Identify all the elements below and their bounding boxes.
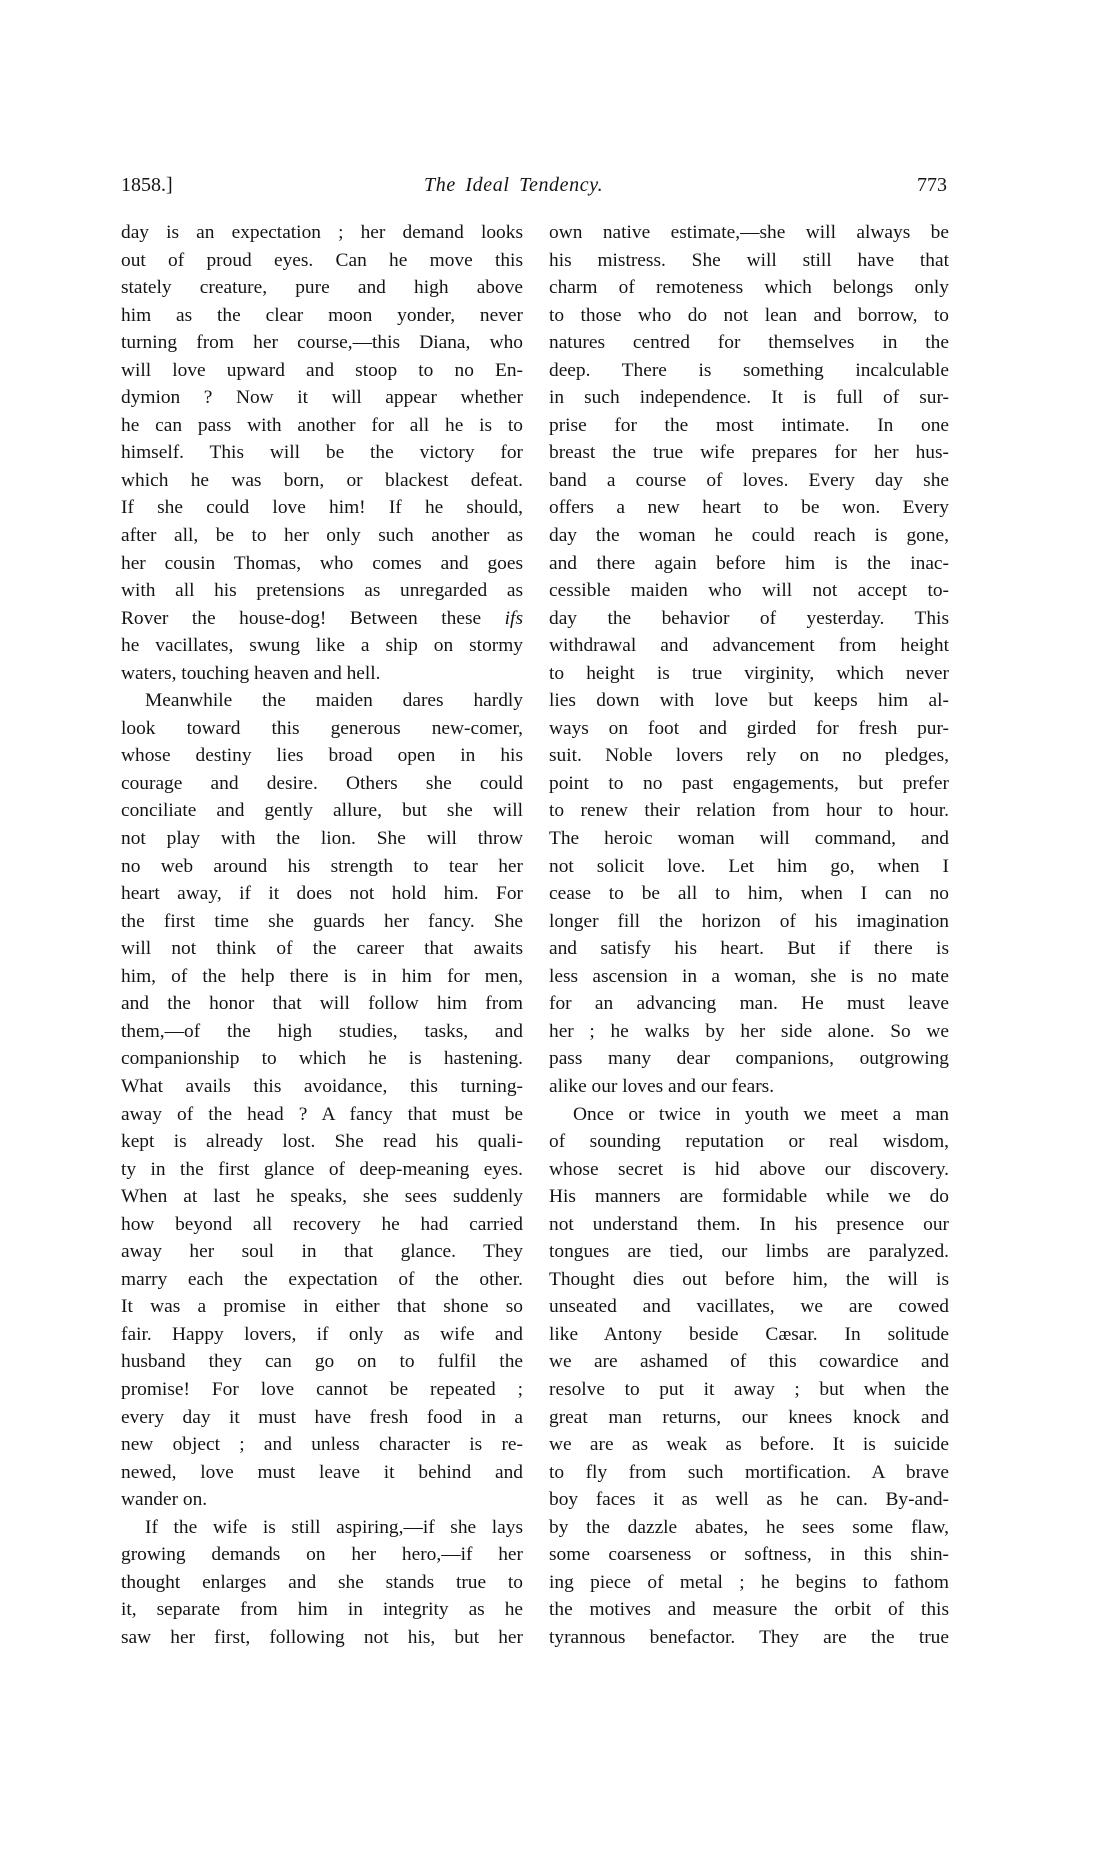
text-line-content: him, of the help there is in him for men, — [121, 965, 523, 987]
text-line — [549, 742, 949, 770]
text-line — [549, 439, 949, 467]
text-line-content: dymion ? Now it will appear whether — [121, 387, 523, 409]
text-line — [549, 1101, 949, 1129]
text-line-content: day the behavior of yesterday. This — [549, 607, 949, 629]
text-line-content: to those who do not lean and borrow, to — [549, 304, 949, 326]
running-head-year: 1858.] — [121, 174, 173, 196]
text-line — [549, 329, 949, 357]
text-column-right — [549, 219, 949, 1651]
text-line-content: Meanwhile the maiden dares hardly — [145, 690, 523, 712]
text-line — [549, 797, 949, 825]
text-line-content: heart away, if it does not hold him. For — [121, 883, 523, 905]
text-line-content: pass many dear companions, outgrowing — [549, 1048, 949, 1070]
text-line-content: will not think of the career that awaits — [121, 938, 523, 960]
text-line-content: When at last he speaks, she sees suddenly — [121, 1186, 523, 1208]
text-line — [121, 1376, 523, 1404]
text-line — [549, 1541, 949, 1569]
text-line-content: out of proud eyes. Can he move this — [121, 249, 523, 271]
text-line — [121, 660, 523, 688]
text-line — [121, 577, 523, 605]
text-line — [121, 1101, 523, 1129]
text-line-content: whose destiny lies broad open in his — [121, 745, 523, 767]
text-line — [121, 384, 523, 412]
text-line — [121, 1569, 523, 1597]
text-line-content: to renew their relation from hour to hour. — [549, 800, 949, 822]
text-line — [121, 219, 523, 247]
text-line-content: It was a promise in either that shone so — [121, 1296, 523, 1318]
text-line — [121, 1266, 523, 1294]
text-line-content: new object ; and unless character is re- — [121, 1434, 523, 1456]
text-line-content: which he was born, or blackest defeat. — [121, 469, 523, 491]
text-column-left — [121, 219, 523, 1651]
text-line-content: If she could love him! If he should, — [121, 497, 523, 519]
text-line-content: no web around his strength to tear her — [121, 855, 523, 877]
text-line-content: saw her first, following not his, but her — [121, 1626, 523, 1648]
text-line-content: he vacillates, swung like a ship on stormy — [121, 635, 523, 657]
text-line — [121, 935, 523, 963]
text-line — [121, 715, 523, 743]
text-line — [121, 439, 523, 467]
text-line — [121, 357, 523, 385]
text-line — [549, 1459, 949, 1487]
text-line — [549, 1486, 949, 1514]
text-line-content: newed, love must leave it behind and — [121, 1461, 523, 1483]
text-line — [121, 1321, 523, 1349]
text-line-content: own native estimate,—she will always be — [549, 222, 949, 243]
text-line — [549, 1404, 949, 1432]
text-line — [121, 412, 523, 440]
running-head-title: The Ideal Tendency. — [424, 174, 604, 196]
text-line-content: thought enlarges and she stands true to — [121, 1571, 523, 1593]
text-line-content: not play with the lion. She will throw — [121, 828, 523, 850]
text-line-content: tongues are tied, our limbs are paralyzed. — [549, 1241, 949, 1263]
text-line-content: suit. Noble lovers rely on no pledges, — [549, 745, 949, 767]
text-line — [121, 1596, 523, 1624]
text-line — [549, 770, 949, 798]
text-line-content: we are ashamed of this cowardice and — [549, 1351, 949, 1373]
text-line-content: conciliate and gently allure, but she will — [121, 800, 523, 822]
text-line — [121, 1404, 523, 1432]
text-line — [121, 825, 523, 853]
text-line-content: to fly from such mortification. A brave — [549, 1461, 949, 1483]
text-line-content: the first time she guards her fancy. She — [121, 910, 523, 932]
text-line — [549, 1348, 949, 1376]
text-line — [121, 1128, 523, 1156]
text-line — [549, 1073, 949, 1101]
text-line — [549, 990, 949, 1018]
text-line — [121, 880, 523, 908]
text-line-content: lies down with love but keeps him al- — [549, 690, 949, 712]
text-line-content: less ascension in a woman, she is no mate — [549, 965, 949, 987]
text-line-content: resolve to put it away ; but when the — [549, 1378, 949, 1400]
text-line — [121, 1073, 523, 1101]
text-line — [549, 522, 949, 550]
text-line-content: unseated and vacillates, we are cowed — [549, 1296, 949, 1318]
text-line-content: boy faces it as well as he can. By-and- — [549, 1489, 949, 1511]
text-line-content: tyrannous benefactor. They are the true — [549, 1626, 949, 1648]
text-line-content: how beyond all recovery he had carried — [121, 1213, 523, 1235]
text-line-content: every day it must have fresh food in a — [121, 1406, 523, 1428]
text-line — [549, 219, 949, 247]
text-line — [549, 302, 949, 330]
text-line — [549, 632, 949, 660]
text-line-content: natures centred for themselves in the — [549, 332, 949, 354]
text-line — [121, 1211, 523, 1239]
text-line-content: companionship to which he is hastening. — [121, 1048, 523, 1070]
text-line — [121, 687, 523, 715]
text-line-content: in such independence. It is full of sur- — [549, 387, 949, 409]
text-line-content: kept is already lost. She read his quali- — [121, 1131, 523, 1153]
text-line-content: look toward this generous new-comer, — [121, 717, 523, 739]
text-line — [549, 935, 949, 963]
text-line — [549, 494, 949, 522]
text-line — [121, 1156, 523, 1184]
text-line-content: ing piece of metal ; he begins to fathom — [549, 1571, 949, 1593]
text-line — [549, 908, 949, 936]
text-line-content: for an advancing man. He must leave — [549, 993, 949, 1015]
text-line — [549, 1156, 949, 1184]
text-line-content: some coarseness or softness, in this shin- — [549, 1544, 949, 1566]
text-line-content: will love upward and stoop to no En- — [121, 359, 523, 381]
text-line-content: cessible maiden who will not accept to- — [549, 580, 949, 602]
text-line-content: not understand them. In his presence our — [549, 1213, 949, 1235]
text-line — [549, 1018, 949, 1046]
text-line-content: point to no past engagements, but prefer — [549, 772, 949, 794]
text-line-content: His manners are formidable while we do — [549, 1186, 949, 1208]
text-line — [121, 742, 523, 770]
text-line-content: fair. Happy lovers, if only as wife and — [121, 1323, 523, 1345]
text-line-content: and there again before him is the inac- — [549, 552, 949, 574]
text-line — [121, 908, 523, 936]
text-line — [121, 467, 523, 495]
text-line-content: wander on. — [121, 1489, 208, 1511]
text-line — [549, 1569, 949, 1597]
text-line-content: The heroic woman will command, and — [549, 828, 949, 850]
text-line-content: growing demands on her hero,—if her — [121, 1544, 523, 1566]
text-line-content: by the dazzle abates, he sees some flaw, — [549, 1516, 949, 1538]
text-line — [121, 1238, 523, 1266]
text-line — [121, 522, 523, 550]
text-line — [549, 1238, 949, 1266]
text-line — [121, 1486, 523, 1514]
text-line — [121, 1541, 523, 1569]
text-line-content: of sounding reputation or real wisdom, — [549, 1131, 949, 1153]
text-line — [549, 715, 949, 743]
page-number: 773 — [917, 174, 947, 196]
text-line — [121, 1018, 523, 1046]
text-line-content: waters, touching heaven and hell. — [121, 662, 381, 684]
text-line — [121, 494, 523, 522]
text-line — [549, 357, 949, 385]
text-line — [549, 274, 949, 302]
text-line-content: breast the true wife prepares for her hus- — [549, 442, 949, 464]
text-line — [549, 1376, 949, 1404]
text-line-content: and the honor that will follow him from — [121, 993, 523, 1015]
text-line — [549, 1431, 949, 1459]
text-line — [549, 825, 949, 853]
text-line — [121, 632, 523, 660]
text-line-content: not solicit love. Let him go, when I — [549, 855, 949, 877]
text-line — [121, 1514, 523, 1542]
text-line-content: whose secret is hid above our discovery. — [549, 1158, 949, 1180]
text-line — [121, 770, 523, 798]
text-line — [549, 1321, 949, 1349]
text-line — [121, 1045, 523, 1073]
text-line-content: withdrawal and advancement from height — [549, 635, 949, 657]
text-line — [121, 274, 523, 302]
text-line — [121, 797, 523, 825]
text-line-content: prise for the most intimate. In one — [549, 414, 949, 436]
text-line-content: away of the head ? A fancy that must be — [121, 1103, 523, 1125]
text-line-content: after all, be to her only such another as — [121, 525, 523, 547]
text-line-content: turning from her course,—this Diana, who — [121, 332, 523, 354]
text-line — [549, 1211, 949, 1239]
text-line — [549, 853, 949, 881]
text-line-content: he can pass with another for all he is to — [121, 414, 523, 436]
text-line-content: If the wife is still aspiring,—if she lays — [145, 1516, 523, 1538]
text-line — [121, 963, 523, 991]
text-line-content: cease to be all to him, when I can no — [549, 883, 949, 905]
text-line-content: to height is true virginity, which never — [549, 662, 949, 684]
text-line-content: her cousin Thomas, who comes and goes — [121, 552, 523, 574]
text-line — [549, 577, 949, 605]
text-line — [549, 963, 949, 991]
text-line-content: we are as weak as before. It is suicide — [549, 1434, 949, 1456]
italic-word: ifs — [504, 607, 523, 629]
text-line — [121, 1183, 523, 1211]
text-line — [121, 247, 523, 275]
text-line-content: longer fill the horizon of his imagination — [549, 910, 949, 932]
text-line-content: his mistress. She will still have that — [549, 249, 949, 271]
text-line-content: ways on foot and girded for fresh pur- — [549, 717, 949, 739]
text-line — [549, 384, 949, 412]
text-line-content: charm of remoteness which belongs only — [549, 277, 949, 299]
text-line-content: himself. This will be the victory for — [121, 442, 523, 464]
text-line — [121, 1293, 523, 1321]
text-line — [549, 1045, 949, 1073]
text-line — [549, 1514, 949, 1542]
text-line — [121, 1348, 523, 1376]
text-line-content: What avails this avoidance, this turning- — [121, 1075, 523, 1097]
text-line — [549, 467, 949, 495]
text-line-content: with all his pretensions as unregarded as — [121, 580, 523, 602]
text-line — [549, 247, 949, 275]
text-line-content: Once or twice in youth we meet a man — [573, 1103, 949, 1125]
text-line-content: like Antony beside Cæsar. In solitude — [549, 1323, 949, 1345]
text-line — [549, 687, 949, 715]
text-line-content: it, separate from him in integrity as he — [121, 1599, 523, 1621]
text-line-content: and satisfy his heart. But if there is — [549, 938, 949, 960]
text-line — [121, 1431, 523, 1459]
text-line-content: stately creature, pure and high above — [121, 277, 523, 299]
text-line-content: band a course of loves. Every day she — [549, 469, 949, 491]
text-line — [549, 660, 949, 688]
text-line-content: Thought dies out before him, the will is — [549, 1268, 949, 1290]
text-line — [549, 1128, 949, 1156]
text-line-content: him as the clear moon yonder, never — [121, 304, 523, 326]
text-line — [549, 880, 949, 908]
text-line — [549, 1293, 949, 1321]
text-line — [121, 329, 523, 357]
text-line-content: them,—of the high studies, tasks, and — [121, 1020, 523, 1042]
text-line-content: alike our loves and our fears. — [549, 1075, 775, 1097]
text-line — [121, 605, 523, 633]
text-line — [549, 412, 949, 440]
text-line — [121, 990, 523, 1018]
text-line — [549, 550, 949, 578]
text-line-content: ty in the first glance of deep-meaning eyes. — [121, 1158, 523, 1180]
text-line-content: marry each the expectation of the other. — [121, 1268, 523, 1290]
text-line-content: deep. There is something incalculable — [549, 359, 949, 381]
text-line — [121, 1459, 523, 1487]
text-line-content: courage and desire. Others she could — [121, 772, 523, 794]
text-line-content: husband they can go on to fulfil the — [121, 1351, 523, 1373]
text-line-content: away her soul in that glance. They — [121, 1241, 523, 1263]
text-line-content: the motives and measure the orbit of this — [549, 1599, 949, 1621]
text-line — [549, 1596, 949, 1624]
running-head — [121, 172, 947, 198]
text-line — [121, 1624, 523, 1652]
text-line-content: great man returns, our knees knock and — [549, 1406, 949, 1428]
text-line-content: offers a new heart to be won. Every — [549, 497, 949, 519]
text-line-content: day the woman he could reach is gone, — [549, 525, 949, 547]
text-line — [549, 1266, 949, 1294]
text-line-content: Rover the house-dog! Between these — [121, 607, 505, 629]
text-line-content: her ; he walks by her side alone. So we — [549, 1020, 949, 1042]
text-line-content: promise! For love cannot be repeated ; — [121, 1378, 523, 1400]
text-line — [121, 302, 523, 330]
text-line — [121, 550, 523, 578]
text-line — [549, 1624, 949, 1652]
text-line — [549, 1183, 949, 1211]
text-line — [121, 853, 523, 881]
text-line — [549, 605, 949, 633]
text-line-content: day is an expectation ; her demand looks — [121, 222, 523, 243]
